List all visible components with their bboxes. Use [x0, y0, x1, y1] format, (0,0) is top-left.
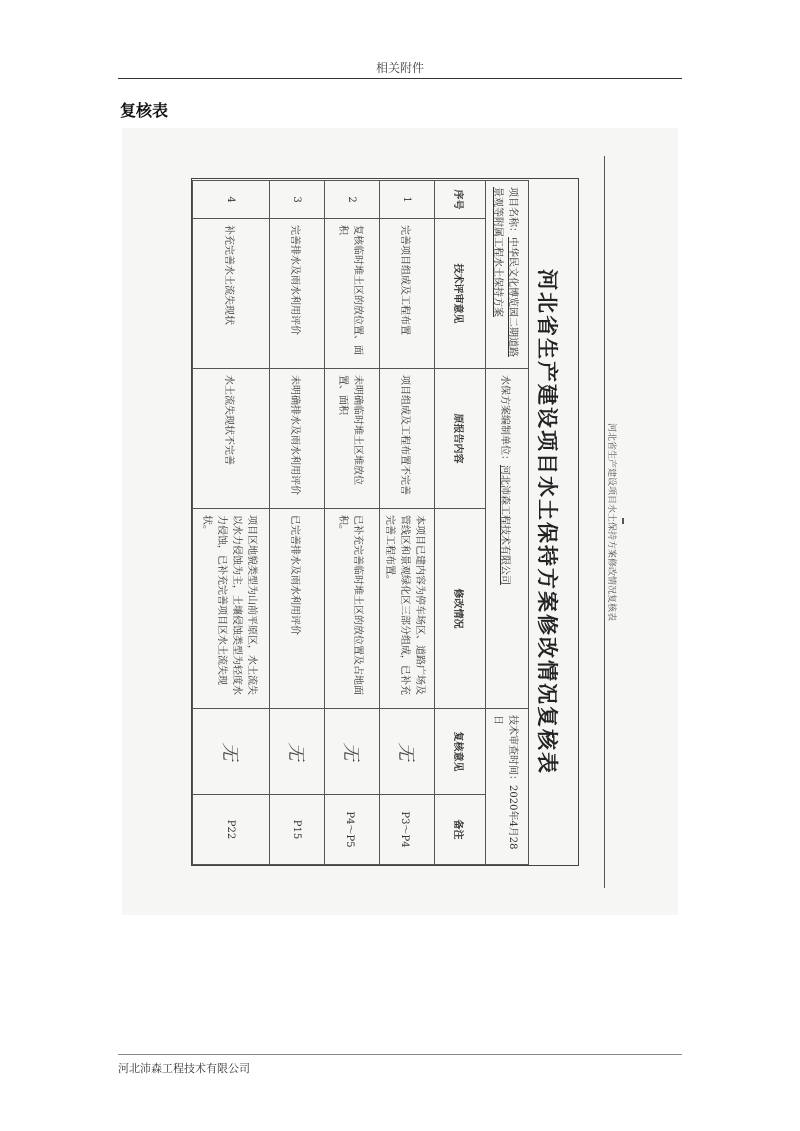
table-row — [270, 180, 325, 864]
check-cell: 无 — [193, 708, 270, 794]
row-number: 3 — [270, 180, 325, 218]
column-header: 序号 — [435, 180, 486, 218]
opinion-cell: 复核临时堆土区的放位置、面积 — [325, 218, 380, 368]
note-cell: P22 — [193, 794, 270, 864]
note-cell: P3～P4 — [380, 794, 435, 864]
revision-cell: 已补充完善临时堆土区的放位置及占地面积。 — [325, 508, 380, 708]
table-row — [193, 180, 270, 864]
meta-row — [486, 180, 529, 864]
opinion-cell: 补充完善水土流失现状 — [193, 218, 270, 368]
original-cell: 水土流失现状不完善 — [193, 368, 270, 508]
rotated-document — [165, 142, 635, 902]
footer-divider — [118, 1054, 682, 1055]
column-header: 原报告内容 — [435, 368, 486, 508]
table-row — [380, 180, 435, 864]
scan-mark — [622, 518, 624, 524]
column-header: 技术评审意见 — [435, 218, 486, 368]
row-number: 1 — [380, 180, 435, 218]
review-table — [192, 180, 529, 865]
scanned-document-image — [122, 128, 678, 915]
revision-cell: 项目区地貌类型为山前平原区，水土流失以水力侵蚀为主，土壤侵蚀类型为轻度水力侵蚀，已补充完善项目区水土流失现状。 — [193, 508, 270, 708]
opinion-cell: 完善项目组成及工程布置 — [380, 218, 435, 368]
table-row — [325, 180, 380, 864]
row-number: 4 — [193, 180, 270, 218]
section-title: 复核表 — [120, 101, 169, 120]
check-cell: 无 — [270, 708, 325, 794]
opinion-cell: 完善排水及雨水利用评价 — [270, 218, 325, 368]
column-header: 复核意见 — [435, 708, 486, 794]
review-date-cell: 技术审查时间：2020年4月28日 — [486, 708, 529, 864]
column-header: 备注 — [435, 794, 486, 864]
check-cell: 无 — [325, 708, 380, 794]
review-date: 2020年4月28日 — [492, 714, 518, 850]
revision-cell: 本项目已建内容为停车场区、道路广场及管线区和景观绿化区三部分组成，已补充完善工程布置。 — [380, 508, 435, 708]
footer-company: 河北沛森工程技术有限公司 — [118, 1062, 250, 1075]
original-cell: 未明确临时堆土区堆放位置、面积 — [325, 368, 380, 508]
project-name: 中华民文化博览园二期道路景观等附属工程水土保持方案 — [492, 186, 518, 357]
org-name: 河北沛森工程技术有限公司 — [499, 464, 511, 585]
project-name-cell: 项目名称：中华民文化博览园二期道路景观等附属工程水土保持方案 — [486, 180, 529, 368]
page-header-title: 相关附件 — [375, 61, 424, 75]
revision-cell: 已完善排水及雨水利用评价 — [270, 508, 325, 708]
table-header-row — [435, 180, 486, 864]
check-cell: 无 — [380, 708, 435, 794]
row-number: 2 — [325, 180, 380, 218]
org-cell: 水保方案编制单位：河北沛森工程技术有限公司 — [486, 368, 529, 708]
document-divider — [604, 156, 605, 888]
original-cell: 项目组成及工程布置不完善 — [380, 368, 435, 508]
note-cell: P15 — [270, 794, 325, 864]
page-header — [118, 58, 682, 79]
document-top-label: 河北省生产建设项目水土保持方案修改情况复核表 — [606, 422, 616, 621]
document-title: 河北省生产建设项目水土保持方案修改情况复核表 — [535, 268, 560, 775]
column-header: 修改情况 — [435, 508, 486, 708]
original-cell: 未明确排水及雨水利用评价 — [270, 368, 325, 508]
note-cell: P4～P5 — [325, 794, 380, 864]
